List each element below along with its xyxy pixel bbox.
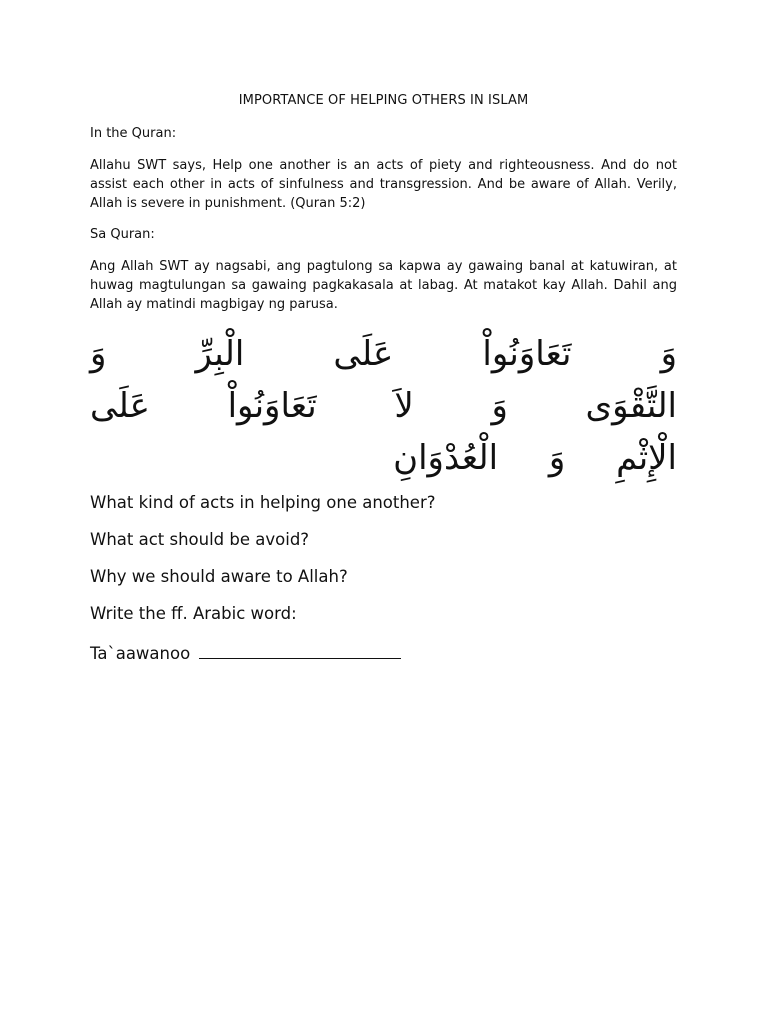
answer-prompt: Ta`aawanoo [90,644,191,663]
answer-row [90,640,677,665]
answer-blank-line[interactable] [199,640,401,659]
arabic-line-3: الْإِثْمِ وَ الْعُدْوَانِ [393,438,677,478]
arabic-line-1: وَ تَعَاوَنُواْ عَلَى الْبِرِّ وَ [90,334,677,374]
document-content [90,92,677,680]
arabic-line-2: التَّقْوَى وَ لاَ تَعَاوَنُواْ عَلَى [90,386,677,426]
question-3: Why we should aware to Allah? [90,567,348,586]
question-1: What kind of acts in helping one another? [90,493,436,512]
question-4: Write the ff. Arabic word: [90,604,297,623]
arabic-verse [90,328,677,484]
english-heading: In the Quran: [90,126,177,141]
english-verse: Allahu SWT says, Help one another is an acts of piety and righteousness. And do not assist each other in acts of sinfulness and transgression. And be aware of Allah. Verily, Allah is severe in punishment. (Quran 5:2) [90,158,677,211]
tagalog-heading: Sa Quran: [90,227,155,242]
document-title: IMPORTANCE OF HELPING OTHERS IN ISLAM [238,93,529,108]
tagalog-verse: Ang Allah SWT ay nagsabi, ang pagtulong sa kapwa ay gawaing banal at katuwiran, at huwag magtulungan sa gawaing pagkakasala at labag. At matakot kay Allah. Dahil ang Allah ay matindi magbigay ng parusa. [90,259,677,312]
question-2: What act should be avoid? [90,530,310,549]
